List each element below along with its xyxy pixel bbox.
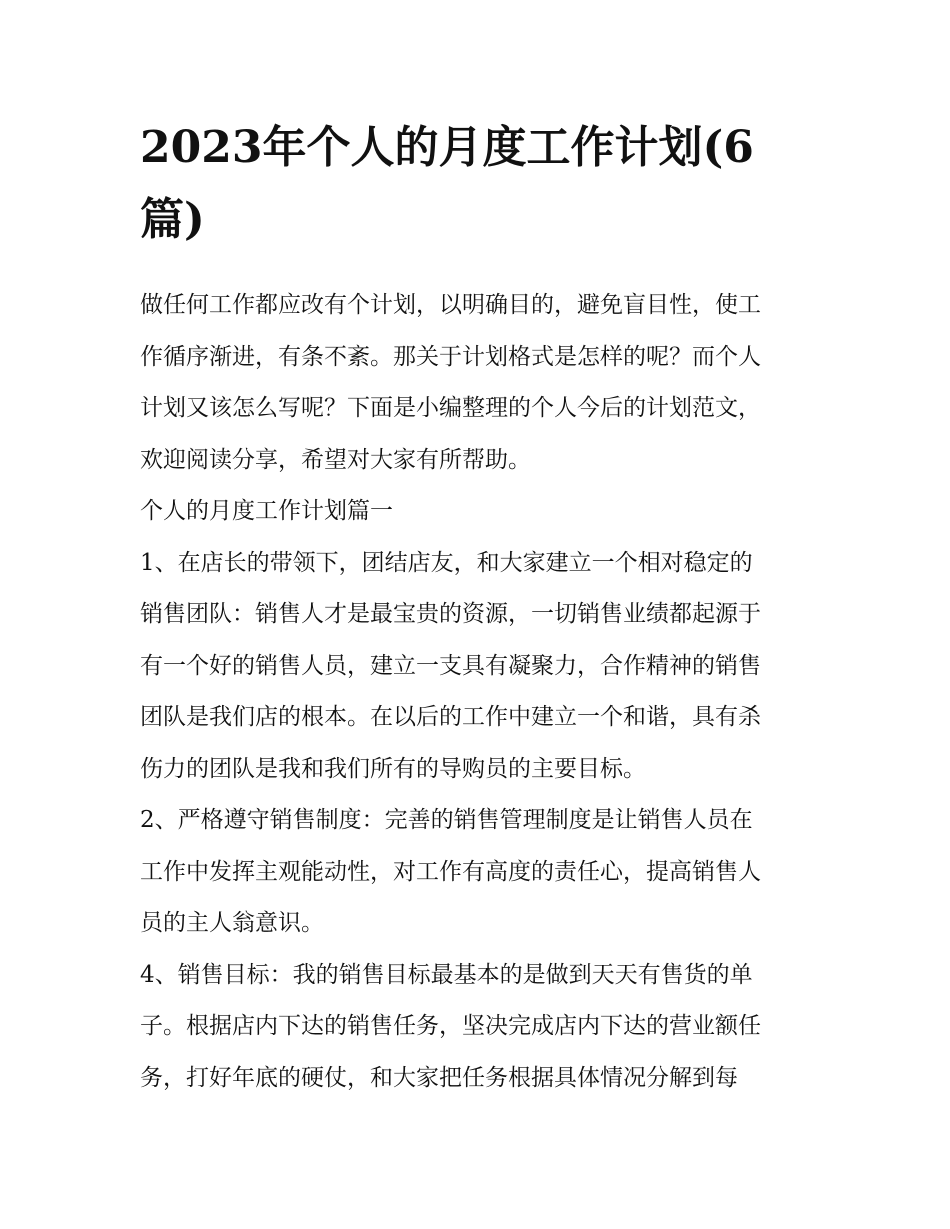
- paragraph-line: 务，打好年底的硬仗，和大家把任务根据具体情况分解到每: [140, 1064, 738, 1091]
- intro-line: 作循序渐进，有条不紊。那关于计划格式是怎样的呢？而个人: [140, 343, 761, 370]
- document-body: [140, 280, 830, 1104]
- paragraph-line: 有一个好的销售人员，建立一支具有凝聚力，合作精神的销售: [140, 652, 761, 679]
- intro-line: 做任何工作都应改有个计划，以明确目的，避免盲目性，使工: [140, 292, 761, 318]
- paragraph-line: 团队是我们店的根本。在以后的工作中建立一个和谐，具有杀: [140, 704, 761, 730]
- paragraph-line: 2、严格遵守销售制度：完善的销售管理制度是让销售人员在: [140, 807, 753, 833]
- paragraph-line: 员的主人翁意识。: [140, 910, 324, 936]
- section-heading: 个人的月度工作计划篇一: [140, 498, 393, 524]
- paragraph-line: 1、在店长的带领下，团结店友，和大家建立一个相对稳定的: [140, 549, 753, 576]
- paragraph-line: 4、销售目标：我的销售目标最基本的是做到天天有售货的单: [140, 961, 753, 988]
- paragraph-line: 伤力的团队是我和我们所有的导购员的主要目标。: [140, 755, 646, 782]
- intro-line: 计划又该怎么写呢？下面是小编整理的个人今后的计划范文，: [140, 395, 761, 421]
- paragraph-line: 销售团队：销售人才是最宝贵的资源，一切销售业绩都起源于: [140, 601, 761, 627]
- title-line: 篇): [140, 194, 205, 245]
- title-line: 2023年个人的月度工作计划(6: [140, 122, 754, 173]
- document-title: [140, 112, 820, 256]
- paragraph-line: 工作中发挥主观能动性，对工作有高度的责任心，提高销售人: [140, 858, 761, 885]
- paragraph-line: 子。根据店内下达的销售任务，坚决完成店内下达的营业额任: [140, 1013, 761, 1039]
- intro-line: 欢迎阅读分享，希望对大家有所帮助。: [140, 446, 531, 473]
